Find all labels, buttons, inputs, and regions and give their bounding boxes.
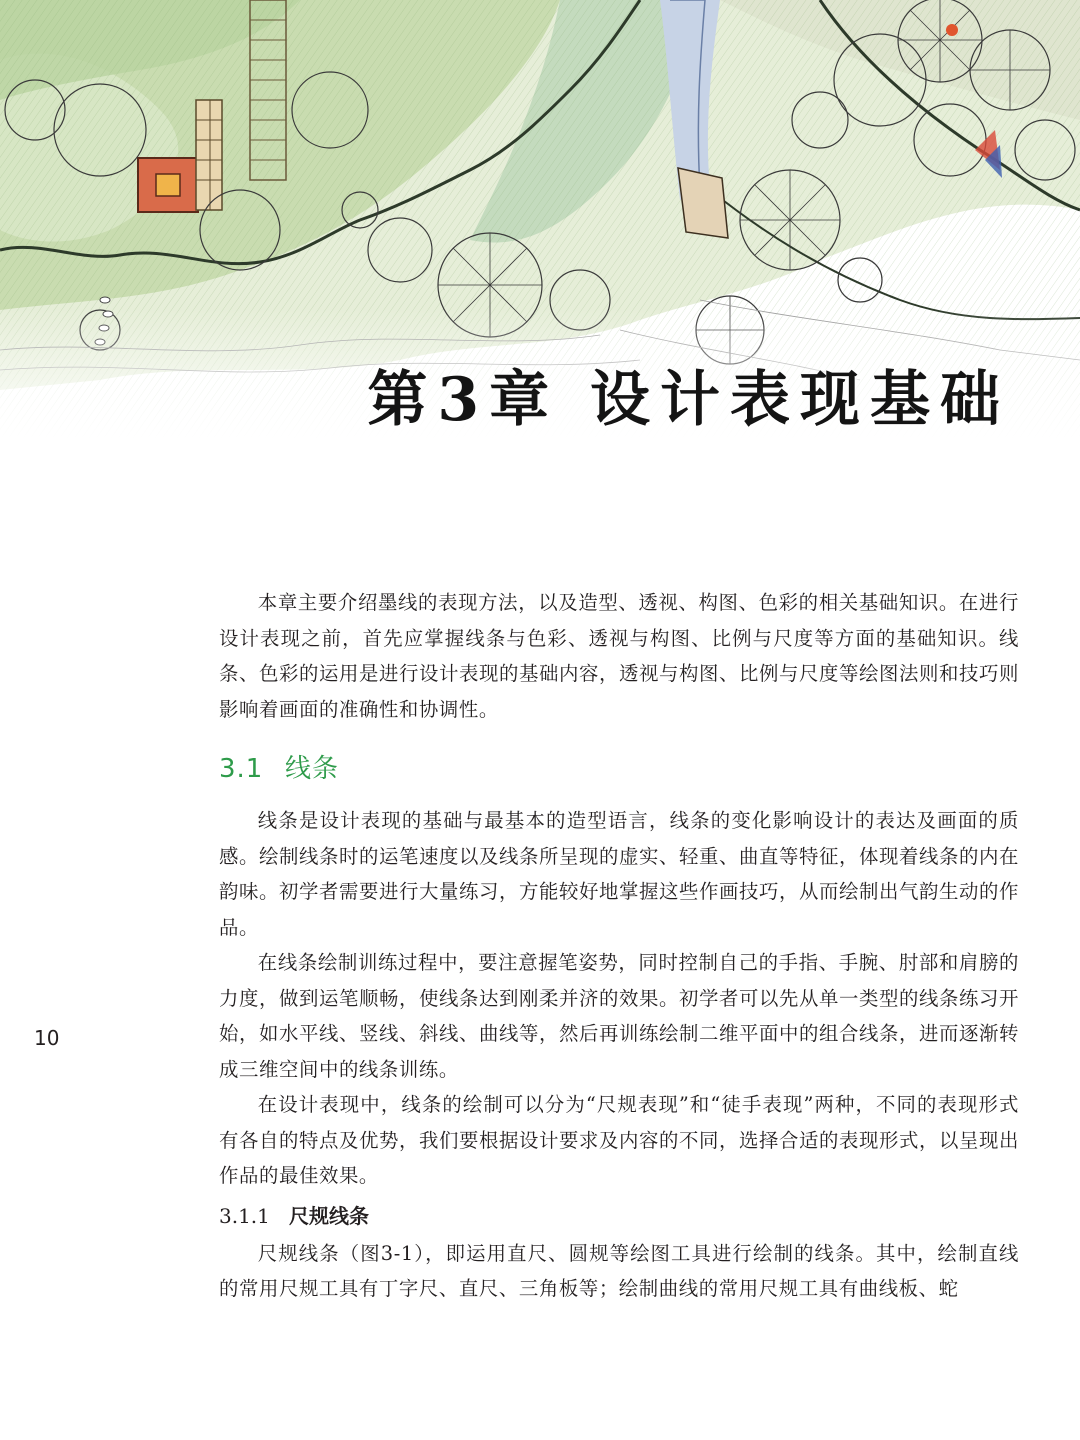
chapter-title: 第3章 设计表现基础 <box>367 365 1010 435</box>
hero-landscape-sketch <box>0 0 1080 440</box>
subsection-number: 3.1.1 <box>219 1203 270 1228</box>
section-paragraph-3: 在设计表现中，线条的绘制可以分为“尺规表现”和“徒手表现”两种，不同的表现形式有各自的特点及优势，我们要根据设计要求及内容的不同，选择合适的表现形式，以呈现出作品的最佳效果。 <box>219 1093 1019 1187</box>
subsection-title: 尺规线条 <box>289 1203 369 1228</box>
section-heading <box>219 749 1019 789</box>
page-number: 10 <box>34 1026 60 1050</box>
section-paragraph-1: 线条是设计表现的基础与最基本的造型语言，线条的变化影响设计的表达及画面的质感。绘制线条时的运笔速度以及线条所呈现的虚实、轻重、曲直等特征，体现着线条的内在韵味。初学者需要进行大量练习，方能较好地掌握这些作画技巧，从而绘制出气韵生动的作品。 <box>219 809 1019 939</box>
section-number: 3.1 <box>219 754 264 784</box>
page-content <box>219 585 1019 1307</box>
subsection-paragraph: 尺规线条（图3-1），即运用直尺、圆规等绘图工具进行绘制的线条。其中，绘制直线的常用尺规工具有丁字尺、直尺、三角板等；绘制曲线的常用尺规工具有曲线板、蛇 <box>219 1241 1019 1300</box>
section-paragraph-2: 在线条绘制训练过程中，要注意握笔姿势，同时控制自己的手指、手腕、肘部和肩膀的力度，做到运笔顺畅，使线条达到刚柔并济的效果。初学者可以先从单一类型的线条练习开始，如水平线、竖线、斜线、曲线等，然后再训练绘制二维平面中的组合线条，进而逐渐转成三维空间中的线条训练。 <box>219 951 1019 1081</box>
section-title: 线条 <box>285 754 340 784</box>
subsection-heading <box>219 1200 1019 1232</box>
intro-paragraph: 本章主要介绍墨线的表现方法，以及造型、透视、构图、色彩的相关基础知识。在进行设计表现之前，首先应掌握线条与色彩、透视与构图、比例与尺度等方面的基础知识。线条、色彩的运用是进行设计表现的基础内容，透视与构图、比例与尺度等绘图法则和技巧则影响着画面的准确性和协调性。 <box>219 591 1019 721</box>
